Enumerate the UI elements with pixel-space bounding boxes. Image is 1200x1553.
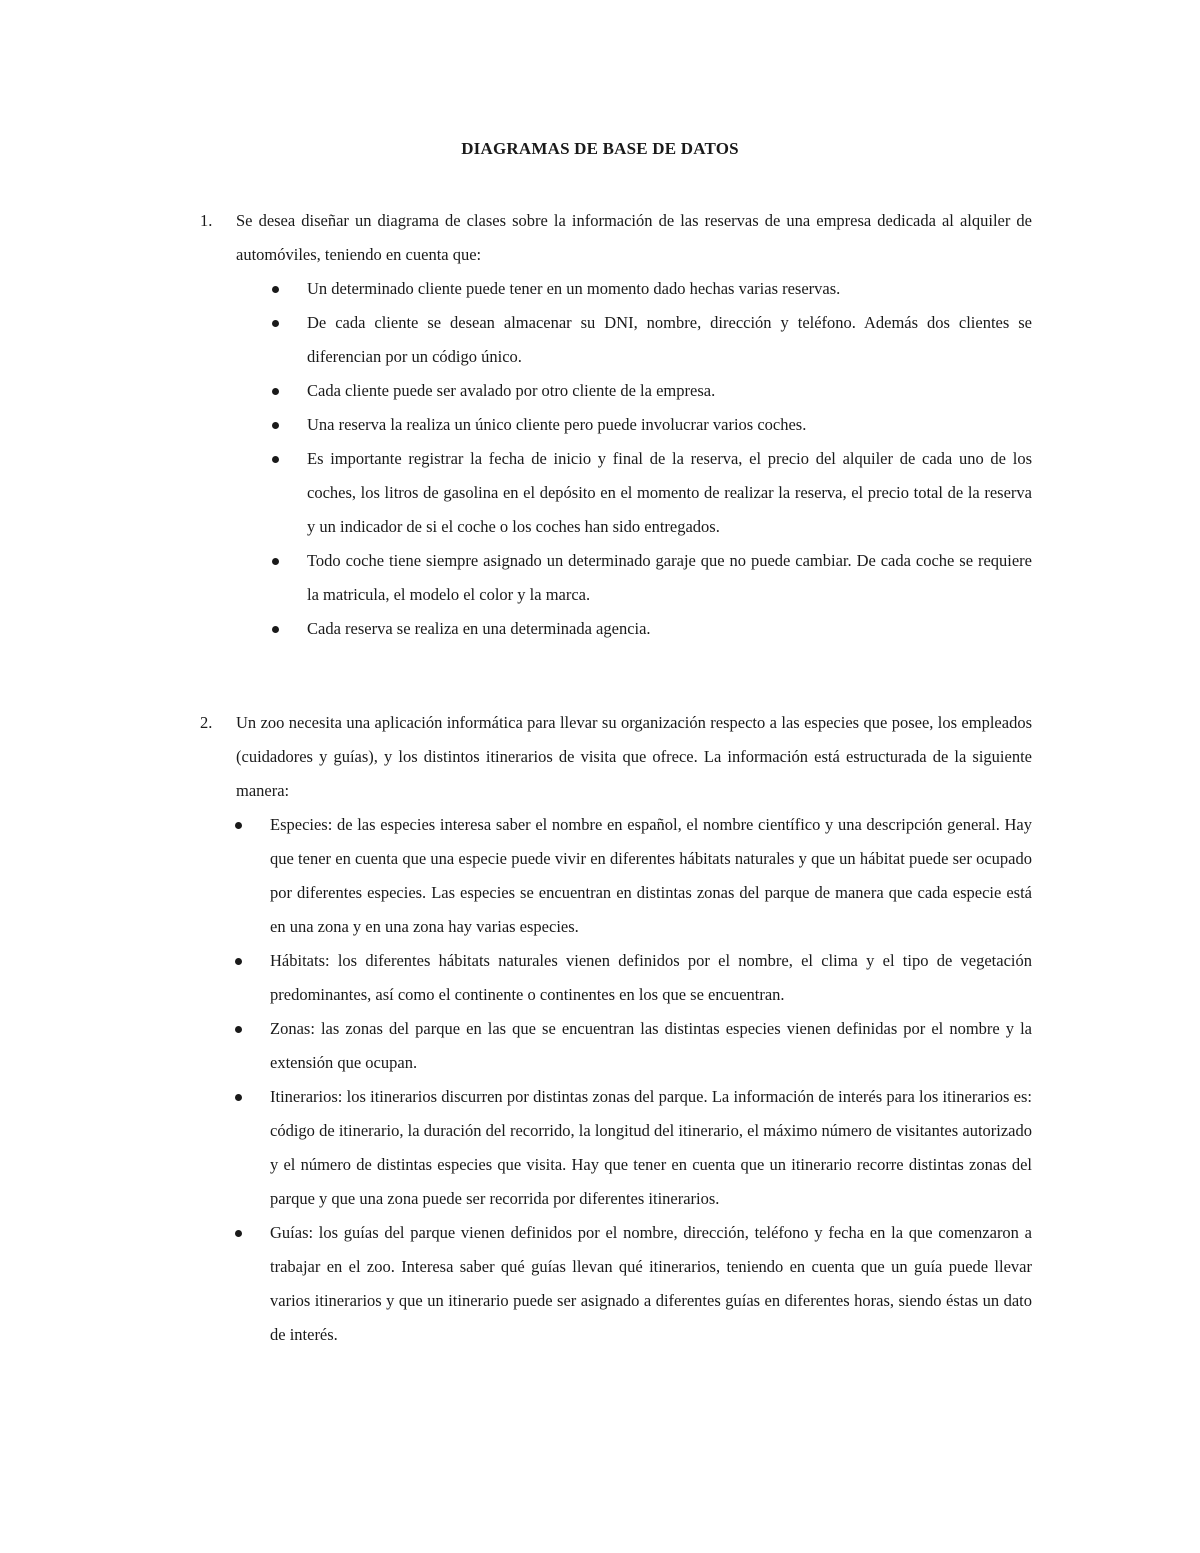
list-item-text: Un determinado cliente puede tener en un momento dado hechas varias reservas.: [307, 279, 841, 298]
bullet-icon: [235, 822, 242, 829]
list-item-text: De cada cliente se desean almacenar su DNI, nombre, dirección y teléfono. Además dos clientes se diferencian por un código único.: [307, 313, 1032, 366]
section-2-intro-text: Un zoo necesita una aplicación informática para llevar su organización respecto a las especies que posee, los empleados (cuidadores y guías), y los distintos itinerarios de visita que ofrece. La información está estructurada de la siguiente manera:: [236, 713, 1032, 800]
section-2-bullet-list: [0, 808, 1200, 1352]
bullet-icon: [272, 456, 279, 463]
list-item-text: Cada reserva se realiza en una determinada agencia.: [307, 619, 651, 638]
section-2-number: 2.: [200, 713, 213, 732]
bullet-icon: [235, 958, 242, 965]
list-item-text: Cada cliente puede ser avalado por otro cliente de la empresa.: [307, 381, 716, 400]
list-item: [0, 1012, 1200, 1080]
bullet-icon: [272, 626, 279, 633]
list-item-text: Zonas: las zonas del parque en las que se encuentran las distintas especies vienen definidas por el nombre y la extensión que ocupan.: [270, 1019, 1032, 1072]
list-item-text: Todo coche tiene siempre asignado un determinado garaje que no puede cambiar. De cada coche se requiere la matricula, el modelo el color y la marca.: [307, 551, 1032, 604]
bullet-icon: [272, 422, 279, 429]
list-item: [0, 374, 1200, 408]
section-1-intro-text: Se desea diseñar un diagrama de clases sobre la información de las reservas de una empresa dedicada al alquiler de automóviles, teniendo en cuenta que:: [236, 211, 1032, 264]
section-1-number: 1.: [200, 211, 213, 230]
document-title: DIAGRAMAS DE BASE DE DATOS: [461, 139, 739, 158]
list-item: [0, 408, 1200, 442]
section-1-intro: [0, 204, 1200, 272]
list-item: [0, 544, 1200, 612]
list-item-text: Es importante registrar la fecha de inicio y final de la reserva, el precio del alquiler de cada uno de los coches, los litros de gasolina en el depósito en el momento de realizar la reserva, el precio total de la reserva y un indicador de si el coche o los coches han sido entregados.: [307, 449, 1032, 536]
list-item: [0, 808, 1200, 944]
section-1-bullet-list: [0, 272, 1200, 646]
section-2: [0, 706, 1200, 1352]
bullet-icon: [235, 1230, 242, 1237]
list-item-text: Una reserva la realiza un único cliente pero puede involucrar varios coches.: [307, 415, 807, 434]
bullet-icon: [272, 388, 279, 395]
bullet-icon: [272, 286, 279, 293]
list-item: [0, 272, 1200, 306]
section-2-intro: [0, 706, 1200, 808]
list-item-text: Hábitats: los diferentes hábitats naturales vienen definidos por el nombre, el clima y el tipo de vegetación predominantes, así como el continente o continentes en los que se encuentran.: [270, 951, 1032, 1004]
bullet-icon: [272, 558, 279, 565]
list-item: [0, 306, 1200, 374]
list-item: [0, 1080, 1200, 1216]
list-item: [0, 1216, 1200, 1352]
bullet-icon: [235, 1026, 242, 1033]
section-1: [0, 204, 1200, 646]
list-item: [0, 612, 1200, 646]
list-item-text: Especies: de las especies interesa saber el nombre en español, el nombre científico y una descripción general. Hay que tener en cuenta que una especie puede vivir en diferentes hábitats naturales y que un hábitat puede ser ocupado por diferentes especies. Las especies se encuentran en distintas zonas del parque de manera que cada especie está en una zona y en una zona hay varias especies.: [270, 815, 1032, 936]
list-item: [0, 442, 1200, 544]
list-item-text: Guías: los guías del parque vienen definidos por el nombre, dirección, teléfono y fecha en la que comenzaron a trabajar en el zoo. Interesa saber qué guías llevan qué itinerarios, teniendo en cuenta que un guía puede llevar varios itinerarios y que un itinerario puede ser asignado a diferentes guías en diferentes horas, siendo éstas un dato de interés.: [270, 1223, 1032, 1344]
list-item: [0, 944, 1200, 1012]
bullet-icon: [235, 1094, 242, 1101]
bullet-icon: [272, 320, 279, 327]
list-item-text: Itinerarios: los itinerarios discurren por distintas zonas del parque. La información de interés para los itinerarios es: código de itinerario, la duración del recorrido, la longitud del itinerario, el máximo número de visitantes autorizado y el número de distintas especies que visita. Hay que tener en cuenta que un itinerario recorre distintas zonas del parque y que una zona puede ser recorrida por diferentes itinerarios.: [270, 1087, 1032, 1208]
